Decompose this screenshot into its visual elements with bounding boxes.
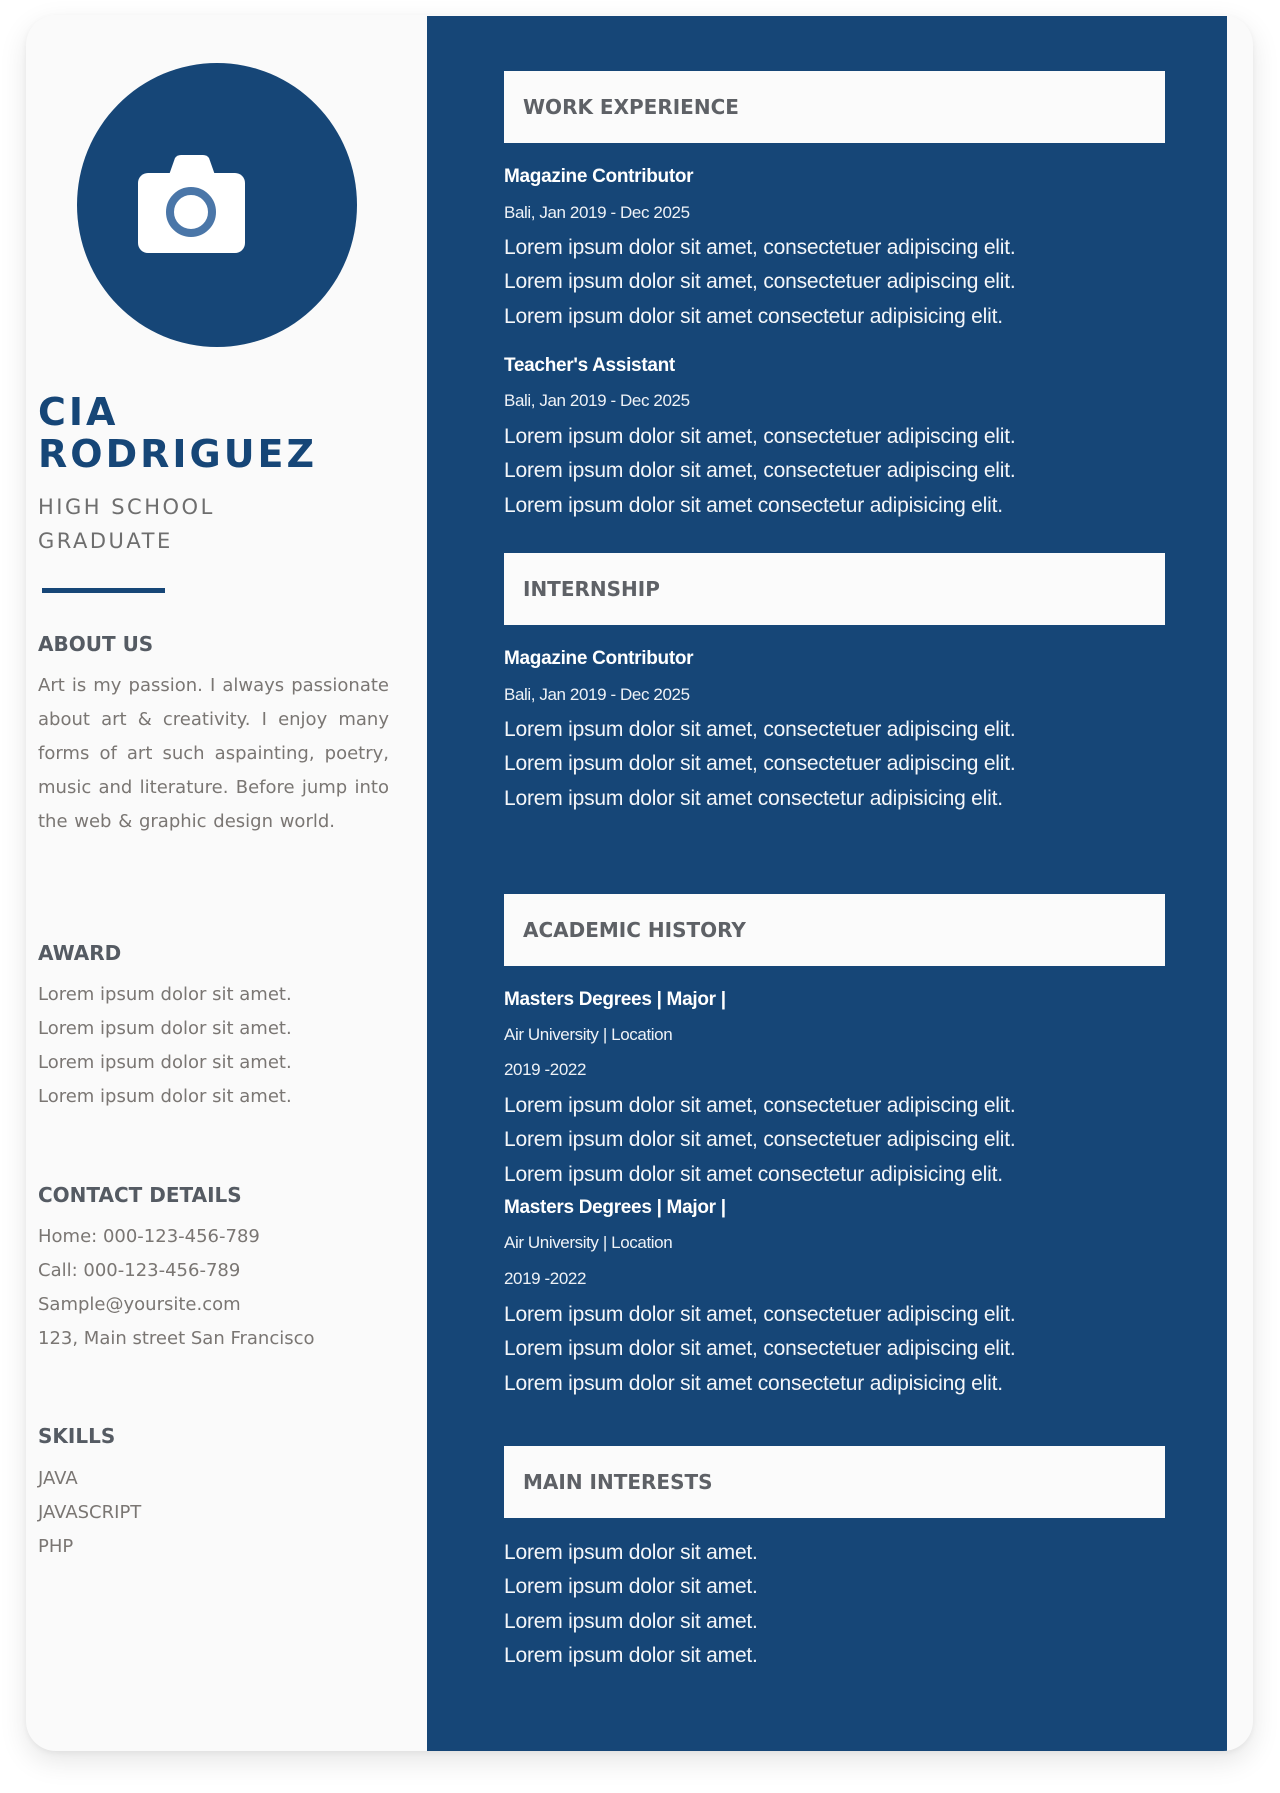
job-meta: Bali, Jan 2019 - Dec 2025 xyxy=(504,203,690,222)
title-line: GRADUATE xyxy=(38,529,173,553)
degree-description xyxy=(504,1298,1016,1401)
section-title: WORK EXPERIENCE xyxy=(523,95,739,119)
candidate-title xyxy=(38,490,215,558)
description-line: Lorem ipsum dolor sit amet consectetur adipisicing elit. xyxy=(504,1371,1003,1395)
degree-title: Masters Degrees | Major | xyxy=(504,1197,726,1218)
section-title: ACADEMIC HISTORY xyxy=(523,918,746,942)
description-line: Lorem ipsum dolor sit amet, consectetuer adipiscing elit. xyxy=(504,1303,1016,1326)
degree-years: 2019 -2022 xyxy=(504,1060,587,1079)
about-text: Art is my passion. I always passionate about art & creativity. I enjoy many forms of art such aspainting, poetry, music and literature. Before jump into the web & graphic design world. xyxy=(38,675,389,832)
contact-heading: CONTACT DETAILS xyxy=(38,1183,242,1207)
degree-title: Masters Degrees | Major | xyxy=(504,989,726,1010)
section-title: INTERNSHIP xyxy=(523,577,660,601)
resume-card xyxy=(26,15,1253,1751)
about-heading: ABOUT US xyxy=(38,632,154,656)
description-line: Lorem ipsum dolor sit amet, consectetuer adipiscing elit. xyxy=(504,425,1016,448)
candidate-name xyxy=(38,391,317,475)
internship-heading xyxy=(504,553,1165,625)
contact-call-phone: Call: 000-123-456-789 xyxy=(38,1260,241,1281)
interest-item: Lorem ipsum dolor sit amet. xyxy=(504,1609,758,1633)
award-heading: AWARD xyxy=(38,941,122,965)
name-divider xyxy=(42,588,165,593)
award-item: Lorem ipsum dolor sit amet. xyxy=(38,1052,292,1073)
award-item: Lorem ipsum dolor sit amet. xyxy=(38,984,292,1005)
skills-heading: SKILLS xyxy=(38,1424,116,1448)
internship-description xyxy=(504,713,1016,816)
contact-address: 123, Main street San Francisco xyxy=(38,1328,315,1349)
last-name: RODRIGUEZ xyxy=(38,432,318,476)
description-line: Lorem ipsum dolor sit amet, consectetuer adipiscing elit. xyxy=(504,1337,1016,1361)
interest-item: Lorem ipsum dolor sit amet. xyxy=(504,1643,758,1667)
degree-school: Air University | Location xyxy=(504,1233,673,1252)
description-line: Lorem ipsum dolor sit amet, consectetuer adipiscing elit. xyxy=(504,459,1016,483)
contact-email[interactable]: Sample@yoursite.com xyxy=(38,1294,241,1315)
title-line: HIGH SCHOOL xyxy=(38,495,215,519)
profile-photo-placeholder[interactable] xyxy=(77,63,357,347)
degree-years: 2019 -2022 xyxy=(504,1269,587,1288)
description-line: Lorem ipsum dolor sit amet, consectetuer adipiscing elit. xyxy=(504,1128,1016,1152)
skill-item: PHP xyxy=(38,1536,74,1557)
description-line: Lorem ipsum dolor sit amet consectetur adipisicing elit. xyxy=(504,1162,1003,1186)
contact-list xyxy=(38,1220,389,1356)
internship-title: Magazine Contributor xyxy=(504,648,694,669)
first-name: CIA xyxy=(38,390,119,434)
job-meta: Bali, Jan 2019 - Dec 2025 xyxy=(504,391,690,410)
job-title: Teacher's Assistant xyxy=(504,355,675,376)
degree-school: Air University | Location xyxy=(504,1025,673,1044)
job-description xyxy=(504,231,1016,334)
description-line: Lorem ipsum dolor sit amet, consectetuer adipiscing elit. xyxy=(504,270,1016,294)
award-list xyxy=(38,978,389,1114)
description-line: Lorem ipsum dolor sit amet, consectetuer adipiscing elit. xyxy=(504,1094,1016,1117)
skill-item: JAVASCRIPT xyxy=(38,1502,142,1523)
job-description xyxy=(504,420,1016,523)
left-column xyxy=(26,15,427,1751)
right-panel xyxy=(427,16,1227,1751)
description-line: Lorem ipsum dolor sit amet, consectetuer adipiscing elit. xyxy=(504,752,1016,776)
interest-item: Lorem ipsum dolor sit amet. xyxy=(504,1541,758,1564)
interests-list xyxy=(504,1536,758,1673)
description-line: Lorem ipsum dolor sit amet, consectetuer adipiscing elit. xyxy=(504,236,1016,259)
academic-history-heading xyxy=(504,894,1165,966)
skill-item: JAVA xyxy=(38,1468,78,1489)
description-line: Lorem ipsum dolor sit amet consectetur adipisicing elit. xyxy=(504,304,1003,328)
degree-description xyxy=(504,1089,1016,1192)
award-item: Lorem ipsum dolor sit amet. xyxy=(38,1086,292,1107)
contact-home-phone: Home: 000-123-456-789 xyxy=(38,1226,260,1247)
description-line: Lorem ipsum dolor sit amet consectetur adipisicing elit. xyxy=(504,786,1003,810)
main-interests-heading xyxy=(504,1446,1165,1518)
section-title: MAIN INTERESTS xyxy=(523,1470,713,1494)
description-line: Lorem ipsum dolor sit amet, consectetuer adipiscing elit. xyxy=(504,718,1016,741)
skills-list xyxy=(38,1462,389,1564)
camera-icon xyxy=(77,63,357,347)
interest-item: Lorem ipsum dolor sit amet. xyxy=(504,1575,758,1599)
description-line: Lorem ipsum dolor sit amet consectetur adipisicing elit. xyxy=(504,493,1003,517)
award-item: Lorem ipsum dolor sit amet. xyxy=(38,1018,292,1039)
internship-meta: Bali, Jan 2019 - Dec 2025 xyxy=(504,685,690,704)
work-experience-heading xyxy=(504,71,1165,143)
job-title: Magazine Contributor xyxy=(504,166,694,187)
